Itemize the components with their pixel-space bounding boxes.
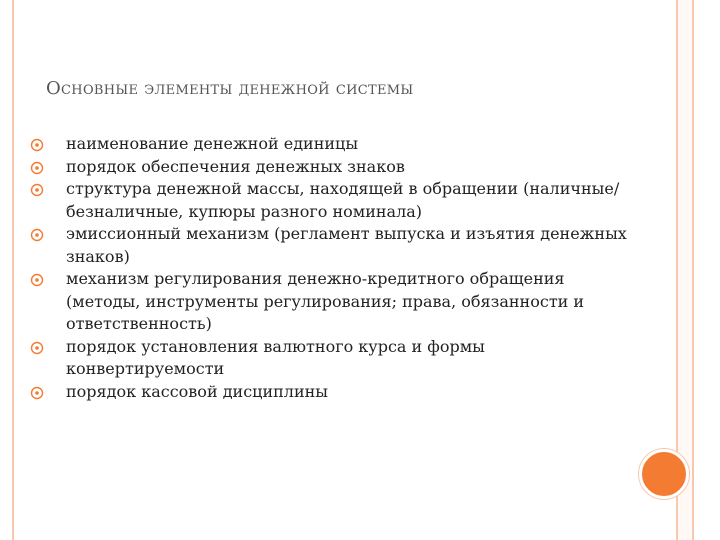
list-item <box>30 133 630 156</box>
circled-dot-icon <box>30 341 44 355</box>
list-item <box>30 336 630 381</box>
decorative-orange-circle <box>639 449 689 499</box>
circled-dot-icon <box>30 228 44 242</box>
list-item-text: структура денежной массы, находящей в обращении (наличные/безналичные, купюры разного номинала) <box>66 179 620 221</box>
list-item-text: порядок обеспечения денежных знаков <box>66 156 405 176</box>
circled-dot-icon <box>30 386 44 400</box>
list-item-text: порядок кассовой дисциплины <box>66 381 329 401</box>
list-item <box>30 178 630 223</box>
bullet-list <box>30 133 630 403</box>
list-item-text: механизм регулирования денежно-кредитного обращения (методы, инструменты регулирования; права, обязанности и ответственность) <box>66 269 585 333</box>
circled-dot-icon <box>30 183 44 197</box>
list-item-text: порядок установления валютного курса и формы конвертируемости <box>66 336 485 378</box>
list-item <box>30 268 630 336</box>
list-item-text: эмиссионный механизм (регламент выпуска и изъятия денежных знаков) <box>66 224 627 266</box>
circled-dot-icon <box>30 161 44 175</box>
list-item <box>30 381 630 404</box>
slide-title: Основные элементы денежной системы <box>46 78 414 99</box>
circled-dot-icon <box>30 273 44 287</box>
frame-left-border <box>12 0 14 540</box>
circled-dot-icon <box>30 138 44 152</box>
list-item-text: наименование денежной единицы <box>66 134 359 153</box>
list-item <box>30 156 630 179</box>
list-item <box>30 223 630 268</box>
